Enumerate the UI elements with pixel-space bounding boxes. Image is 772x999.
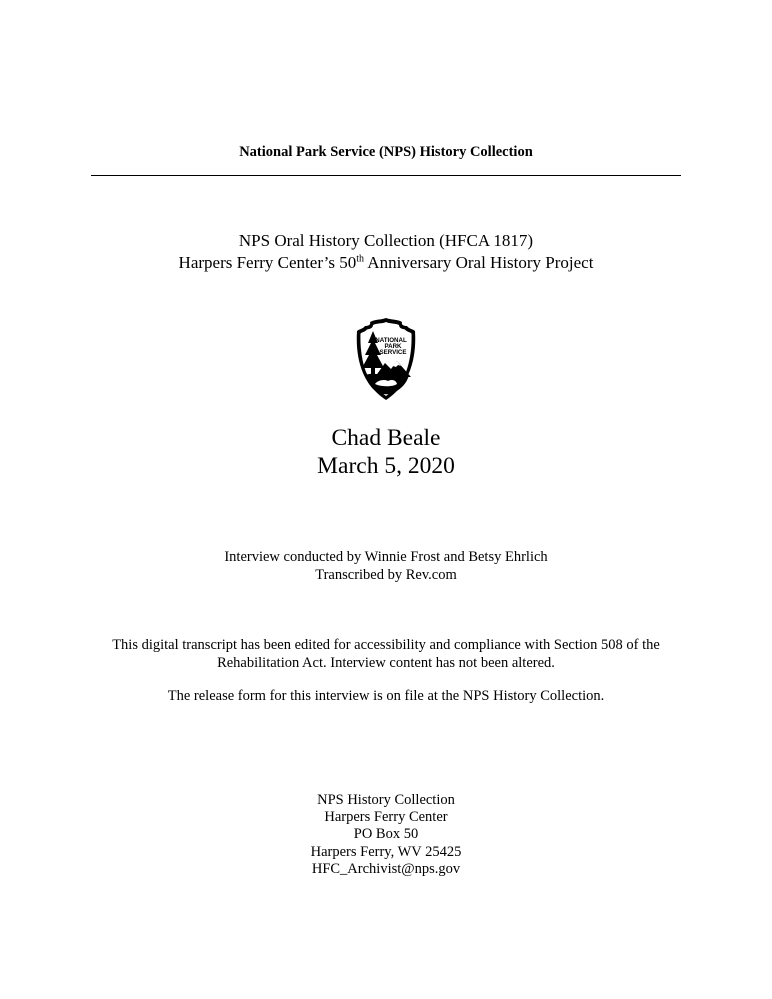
address-org: NPS History Collection <box>317 792 455 808</box>
project-name-part2: Anniversary Oral History Project <box>364 253 594 272</box>
credits-block <box>0 548 772 584</box>
narrator-name: Chad Beale <box>331 425 441 451</box>
collection-info <box>0 230 772 274</box>
collection-header-title: National Park Service (NPS) History Collection <box>239 144 533 160</box>
release-statement: The release form for this interview is on file at the NPS History Collection. <box>167 688 605 704</box>
narrator-block <box>0 424 772 480</box>
contact-email: HFC_Archivist@nps.gov <box>311 860 461 877</box>
notice-line-2: Rehabilitation Act. Interview content has not been altered. <box>217 655 555 671</box>
logo-text-service: SERVICE <box>379 349 407 356</box>
accessibility-notice <box>0 636 772 672</box>
transcriber: Transcribed by Rev.com <box>315 567 457 583</box>
interviewers: Interview conducted by Winnie Frost and Betsy Ehrlich <box>224 549 548 565</box>
header-divider <box>91 175 681 176</box>
project-name-part1: Harpers Ferry Center’s 50 <box>178 253 357 272</box>
interview-date: March 5, 2020 <box>317 453 455 479</box>
address-city: Harpers Ferry, WV 25425 <box>310 843 462 860</box>
nps-arrowhead-icon <box>351 317 421 401</box>
logo-text-park: PARK <box>384 343 402 350</box>
notice-line-1: This digital transcript has been edited for accessibility and compliance with Section 508 of the <box>112 637 660 653</box>
logo-text-national: NATIONAL <box>375 337 407 344</box>
project-name <box>0 252 772 274</box>
address-center: Harpers Ferry Center <box>324 809 448 826</box>
address-po-box: PO Box 50 <box>353 826 419 843</box>
collection-name: NPS Oral History Collection (HFCA 1817) <box>238 231 534 250</box>
ordinal-suffix: th <box>356 253 364 265</box>
mailing-address <box>0 792 772 878</box>
